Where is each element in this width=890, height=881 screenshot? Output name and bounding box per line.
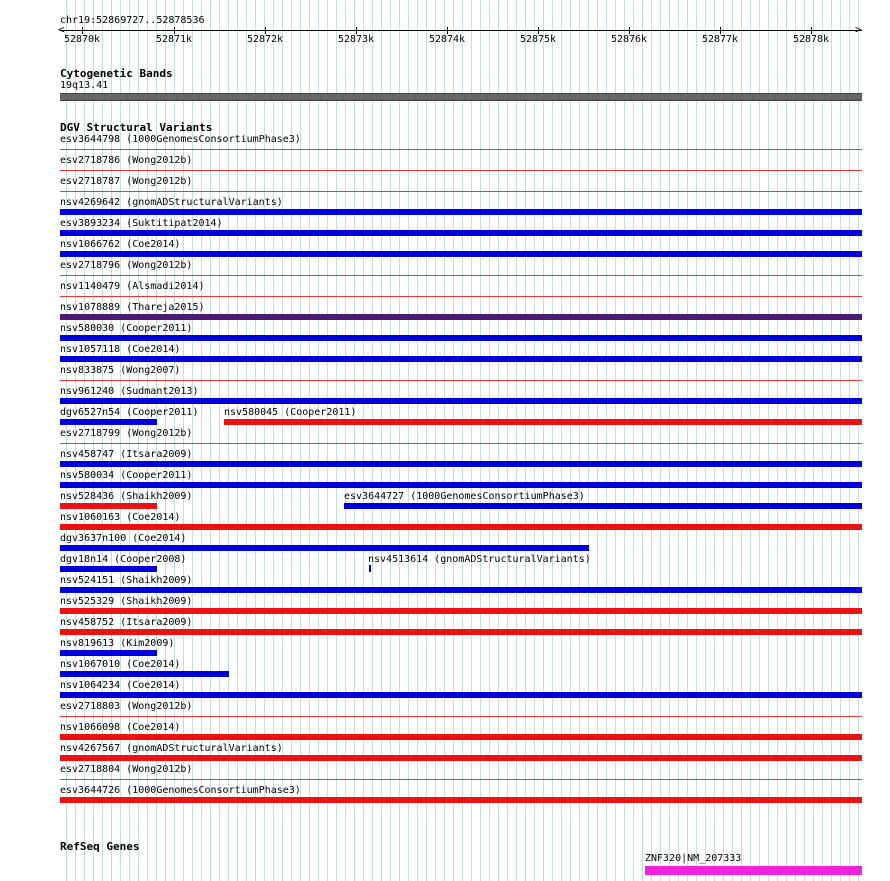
row-separator: [60, 170, 862, 171]
variant-label[interactable]: nsv580034 (Cooper2011): [60, 470, 193, 481]
variant-label[interactable]: nsv1067010 (Coe2014): [60, 659, 181, 670]
grid-line: [363, 0, 364, 881]
grid-line: [768, 0, 769, 881]
variant-bar[interactable]: [60, 755, 862, 761]
gene-feature[interactable]: [645, 866, 862, 875]
variant-label[interactable]: esv3644798 (1000GenomesConsortiumPhase3): [60, 134, 301, 145]
ruler-tick-label: 52874k: [428, 34, 466, 45]
grid-line: [840, 0, 841, 881]
grid-line: [336, 0, 337, 881]
row-separator: [60, 716, 862, 717]
grid-line: [660, 0, 661, 881]
grid-line: [588, 0, 589, 881]
grid-line: [453, 0, 454, 881]
grid-line: [777, 0, 778, 881]
variant-bar[interactable]: [60, 356, 862, 362]
variant-label[interactable]: esv2718786 (Wong2012b): [60, 155, 193, 166]
row-separator: [60, 779, 862, 780]
grid-line: [516, 0, 517, 881]
ruler-tick-label: 52871k: [155, 34, 193, 45]
variant-bar[interactable]: [60, 335, 862, 341]
grid-line: [471, 0, 472, 881]
variant-bar[interactable]: [60, 797, 862, 803]
ruler-tick: [265, 27, 266, 34]
grid-line: [849, 0, 850, 881]
variant-bar[interactable]: [60, 734, 862, 740]
grid-line: [597, 0, 598, 881]
variant-label[interactable]: esv2718796 (Wong2012b): [60, 260, 193, 271]
variant-label[interactable]: nsv458752 (Itsara2009): [60, 617, 193, 628]
grid-line: [651, 0, 652, 881]
variant-bar[interactable]: [60, 566, 157, 572]
row-separator: [60, 296, 862, 297]
variant-bar[interactable]: [60, 692, 862, 698]
ruler-right-arrow-icon: >: [855, 23, 862, 36]
ruler-tick-label: 52878k: [792, 34, 830, 45]
grid-line: [606, 0, 607, 881]
ruler-tick-label: 52873k: [337, 34, 375, 45]
ruler-tick: [811, 27, 812, 34]
variant-label[interactable]: nsv524151 (Shaikh2009): [60, 575, 193, 586]
grid-line: [831, 0, 832, 881]
variant-bar[interactable]: [60, 671, 229, 677]
variant-label[interactable]: nsv1060163 (Coe2014): [60, 512, 181, 523]
grid-line: [741, 0, 742, 881]
variant-bar[interactable]: [369, 565, 371, 572]
variant-bar[interactable]: [60, 587, 862, 593]
variant-label[interactable]: nsv1066762 (Coe2014): [60, 239, 181, 250]
cytoband-track-title[interactable]: Cytogenetic Bands: [60, 67, 173, 80]
variant-label[interactable]: esv3644726 (1000GenomesConsortiumPhase3): [60, 785, 301, 796]
variant-bar[interactable]: [60, 650, 157, 656]
variant-label[interactable]: esv2718799 (Wong2012b): [60, 428, 193, 439]
variant-bar[interactable]: [60, 230, 862, 236]
row-separator: [60, 443, 862, 444]
variant-label[interactable]: nsv819613 (Kim2009): [60, 638, 175, 649]
grid-line: [345, 0, 346, 881]
grid-line: [426, 0, 427, 881]
grid-line: [696, 0, 697, 881]
variant-bar[interactable]: [60, 608, 862, 614]
ruler-tick: [82, 27, 83, 34]
grid-line: [714, 0, 715, 881]
grid-line: [687, 0, 688, 881]
variant-bar[interactable]: [60, 398, 862, 404]
ruler-tick-label: 52872k: [246, 34, 284, 45]
grid-line: [444, 0, 445, 881]
variant-bar[interactable]: [60, 209, 862, 215]
grid-line: [372, 0, 373, 881]
variant-bar[interactable]: [60, 461, 862, 467]
grid-line: [327, 0, 328, 881]
ruler-tick: [356, 27, 357, 34]
variant-label[interactable]: nsv1064234 (Coe2014): [60, 680, 181, 691]
variant-label[interactable]: nsv961240 (Sudmant2013): [60, 386, 199, 397]
grid-line: [804, 0, 805, 881]
grid-line: [615, 0, 616, 881]
grid-line: [552, 0, 553, 881]
grid-line: [759, 0, 760, 881]
ruler-tick: [538, 27, 539, 34]
grid-line: [678, 0, 679, 881]
grid-line: [750, 0, 751, 881]
ruler-tick-label: 52877k: [701, 34, 739, 45]
variant-label[interactable]: esv2718787 (Wong2012b): [60, 176, 193, 187]
grid-line: [534, 0, 535, 881]
gene-label[interactable]: ZNF320|NM_207333: [645, 853, 742, 864]
grid-line: [480, 0, 481, 881]
variant-label[interactable]: nsv525329 (Shaikh2009): [60, 596, 193, 607]
variant-bar[interactable]: [60, 524, 862, 530]
variant-label[interactable]: nsv1057118 (Coe2014): [60, 344, 181, 355]
variant-label[interactable]: nsv528436 (Shaikh2009): [60, 491, 193, 502]
grid-line: [561, 0, 562, 881]
grid-line: [408, 0, 409, 881]
grid-line: [795, 0, 796, 881]
grid-line: [633, 0, 634, 881]
cytoband-bar[interactable]: [60, 93, 862, 101]
ruler-axis: [60, 30, 862, 31]
grid-line: [354, 0, 355, 881]
ruler-left-arrow-icon: <: [58, 23, 65, 36]
variant-label[interactable]: nsv1140479 (Alsmadi2014): [60, 281, 205, 292]
variant-label[interactable]: dgv6527n54 (Cooper2011): [60, 407, 199, 418]
grid-line: [570, 0, 571, 881]
grid-line: [858, 0, 859, 881]
ruler-tick-label: 52870k: [63, 34, 101, 45]
variant-label[interactable]: nsv580045 (Cooper2011): [224, 407, 357, 418]
grid-line: [525, 0, 526, 881]
grid-line: [390, 0, 391, 881]
ruler-tick: [174, 27, 175, 34]
variant-label[interactable]: dgv3637n100 (Coe2014): [60, 533, 187, 544]
variant-label[interactable]: nsv580030 (Cooper2011): [60, 323, 193, 334]
grid-line: [399, 0, 400, 881]
cytoband-label: 19q13.41: [60, 80, 109, 91]
grid-line: [498, 0, 499, 881]
ruler-tick: [629, 27, 630, 34]
variant-label[interactable]: dgv18n14 (Cooper2008): [60, 554, 187, 565]
refseq-track-title[interactable]: RefSeq Genes: [60, 840, 140, 853]
grid-line: [624, 0, 625, 881]
ruler-tick: [720, 27, 721, 34]
variant-bar[interactable]: [60, 251, 862, 257]
grid-line: [822, 0, 823, 881]
row-separator: [60, 149, 862, 150]
grid-line: [489, 0, 490, 881]
grid-line: [813, 0, 814, 881]
row-separator: [60, 191, 862, 192]
variant-label[interactable]: nsv458747 (Itsara2009): [60, 449, 193, 460]
variant-label[interactable]: nsv1078889 (Thareja2015): [60, 302, 205, 313]
variant-label[interactable]: nsv4513614 (gnomADStructuralVariants): [368, 554, 591, 565]
grid-line: [705, 0, 706, 881]
grid-line: [318, 0, 319, 881]
region-label: chr19:52869727..52878536: [60, 15, 205, 26]
variant-label[interactable]: esv3893234 (Suktitipat2014): [60, 218, 223, 229]
grid-line: [381, 0, 382, 881]
grid-line: [462, 0, 463, 881]
grid-line: [732, 0, 733, 881]
variant-bar[interactable]: [224, 419, 862, 425]
grid-line: [723, 0, 724, 881]
grid-line: [579, 0, 580, 881]
grid-line: [309, 0, 310, 881]
variant-bar[interactable]: [60, 545, 589, 551]
dgv-track-title[interactable]: DGV Structural Variants: [60, 121, 213, 134]
variant-bar[interactable]: [60, 314, 862, 320]
grid-line: [300, 0, 301, 881]
variant-label[interactable]: nsv4269642 (gnomADStructuralVariants): [60, 197, 283, 208]
ruler-tick-label: 52875k: [519, 34, 557, 45]
variant-bar[interactable]: [60, 419, 157, 425]
grid-line: [417, 0, 418, 881]
variant-bar[interactable]: [60, 503, 157, 509]
variant-label[interactable]: nsv833875 (Wong2007): [60, 365, 181, 376]
row-separator: [60, 275, 862, 276]
variant-bar[interactable]: [60, 482, 862, 488]
grid-line: [435, 0, 436, 881]
variant-bar[interactable]: [60, 629, 862, 635]
grid-line: [543, 0, 544, 881]
variant-label[interactable]: esv2718803 (Wong2012b): [60, 701, 193, 712]
row-separator: [60, 380, 862, 381]
variant-label[interactable]: esv3644727 (1000GenomesConsortiumPhase3): [344, 491, 585, 502]
grid-line: [669, 0, 670, 881]
ruler-tick-label: 52876k: [610, 34, 648, 45]
ruler-tick: [447, 27, 448, 34]
grid-line: [786, 0, 787, 881]
grid-line: [642, 0, 643, 881]
variant-label[interactable]: nsv4267567 (gnomADStructuralVariants): [60, 743, 283, 754]
grid-line: [507, 0, 508, 881]
variant-label[interactable]: esv2718804 (Wong2012b): [60, 764, 193, 775]
grid-line: [291, 0, 292, 881]
variant-bar[interactable]: [344, 503, 862, 509]
variant-label[interactable]: nsv1066098 (Coe2014): [60, 722, 181, 733]
